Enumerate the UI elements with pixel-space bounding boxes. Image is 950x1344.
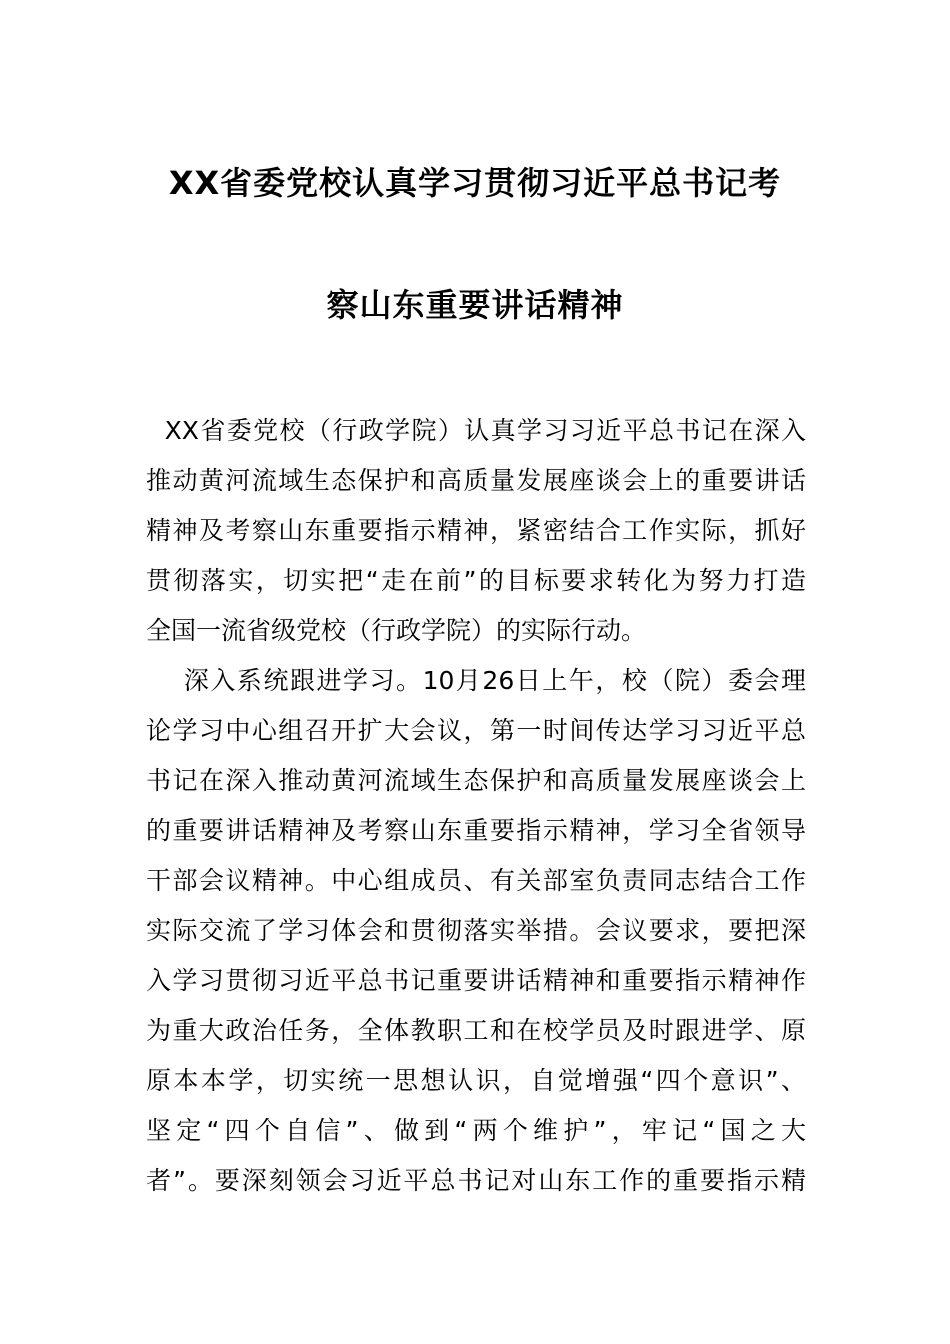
body-line: 精神及考察山东重要指示精神，紧密结合工作实际，抓好 — [146, 516, 806, 545]
body-line: XX省委党校（行政学院）认真学习习近平总书记在深入 — [146, 416, 806, 445]
body-line: 入学习贯彻习近平总书记重要讲话精神和重要指示精神作 — [146, 966, 806, 995]
body-line: 全国一流省级党校（行政学院）的实际行动。 — [146, 616, 647, 645]
document-title-line-1: XX省委党校认真学习贯彻习近平总书记考 — [168, 164, 782, 202]
document-title-line-2: 察山东重要讲话精神 — [326, 286, 624, 324]
body-line: 坚定“四个自信”、做到“两个维护”，牢记“国之大 — [146, 1116, 806, 1145]
body-line: 的重要讲话精神及考察山东重要指示精神，学习全省领导 — [146, 816, 806, 845]
body-line: 为重大政治任务，全体教职工和在校学员及时跟进学、原 — [146, 1016, 806, 1045]
body-line: 实际交流了学习体会和贯彻落实举措。会议要求，要把深 — [146, 916, 806, 945]
body-line: 推动黄河流域生态保护和高质量发展座谈会上的重要讲话 — [146, 466, 806, 495]
body-line: 深入系统跟进学习。10月26日上午，校（院）委会理 — [146, 666, 806, 695]
body-line: 干部会议精神。中心组成员、有关部室负责同志结合工作 — [146, 866, 806, 895]
body-line: 论学习中心组召开扩大会议，第一时间传达学习习近平总 — [146, 716, 806, 745]
body-line: 者”。要深刻领会习近平总书记对山东工作的重要指示精 — [146, 1166, 806, 1195]
body-line: 原本本学，切实统一思想认识，自觉增强“四个意识”、 — [146, 1066, 806, 1095]
body-line: 贯彻落实，切实把“走在前”的目标要求转化为努力打造 — [146, 566, 806, 595]
body-line: 书记在深入推动黄河流域生态保护和高质量发展座谈会上 — [146, 766, 806, 795]
document-body — [146, 406, 806, 1206]
